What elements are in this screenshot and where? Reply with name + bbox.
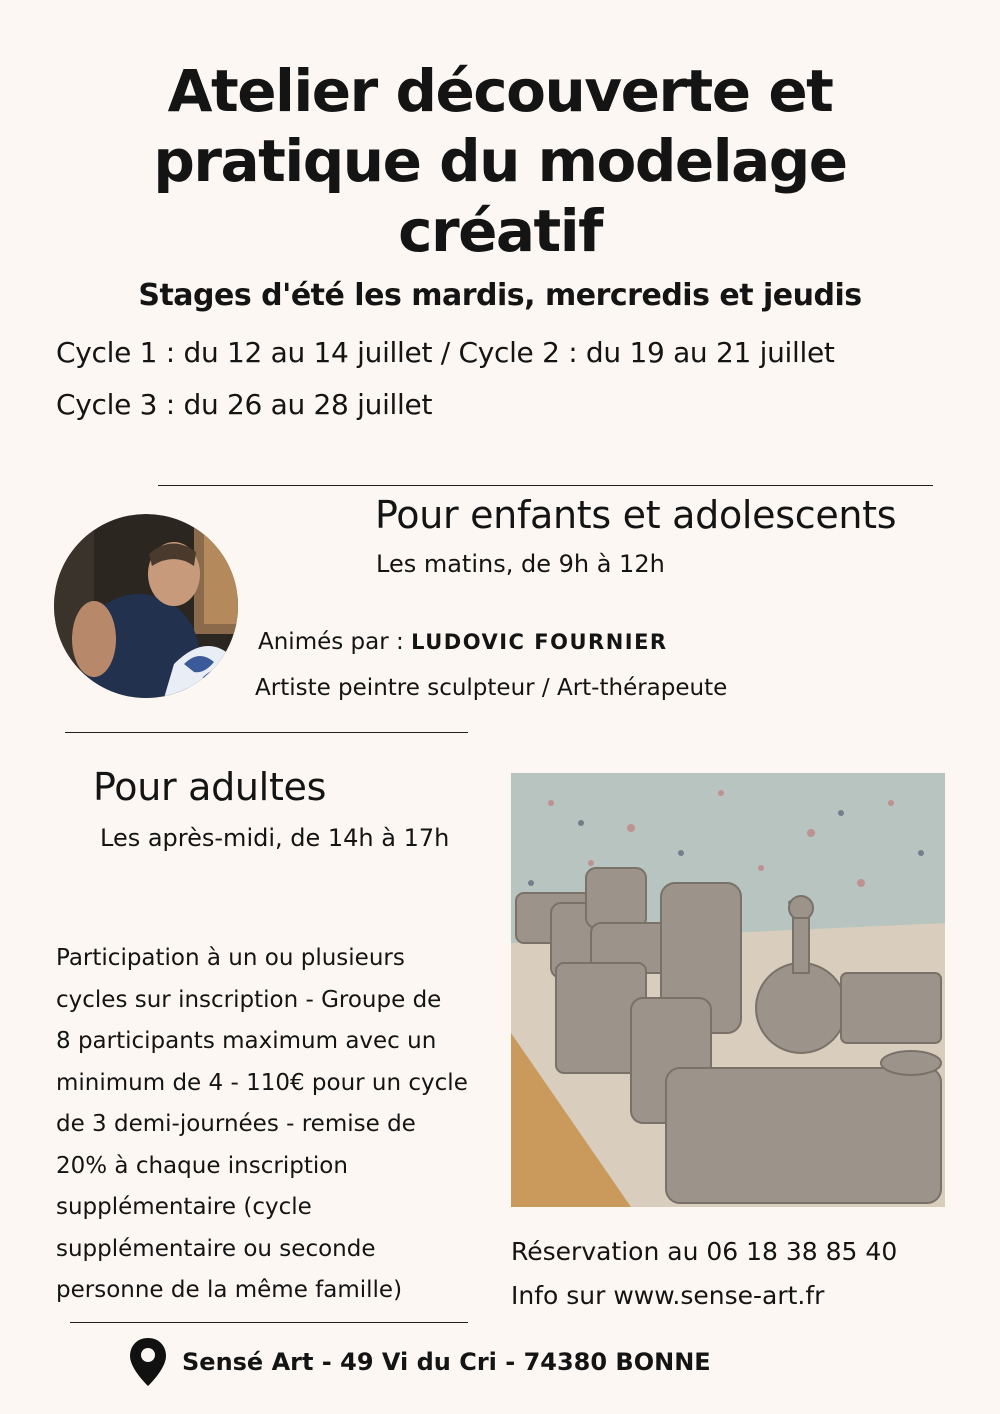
- kids-hours: Les matins, de 9h à 12h: [376, 550, 665, 578]
- location-pin-icon: [128, 1336, 168, 1388]
- info-website: Info sur www.sense-art.fr: [511, 1281, 825, 1310]
- title-line-3: créatif: [398, 197, 602, 265]
- title-line-1: Atelier découverte et: [167, 57, 833, 125]
- participation-line: minimum de 4 - 110€ pour un cycle: [56, 1069, 468, 1096]
- reservation-phone: Réservation au 06 18 38 85 40: [511, 1237, 898, 1266]
- footer-address: Sensé Art - 49 Vi du Cri - 74380 BONNE: [182, 1348, 711, 1376]
- host-role: Artiste peintre sculpteur / Art-thérapeute: [255, 675, 728, 701]
- host-line: [258, 629, 668, 655]
- pottery-photo: [511, 773, 945, 1207]
- kids-heading: Pour enfants et adolescents: [375, 493, 897, 537]
- participation-line: 8 participants maximum avec un: [56, 1028, 437, 1054]
- participation-line: supplémentaire ou seconde: [56, 1235, 376, 1262]
- divider-middle: [65, 732, 468, 733]
- title-line-2: pratique du modelage: [153, 127, 847, 195]
- cycle-line-2: Cycle 3 : du 26 au 28 juillet: [56, 388, 433, 421]
- cycle-line-1: Cycle 1 : du 12 au 14 juillet / Cycle 2 : du 19 au 21 juillet: [56, 336, 835, 369]
- divider-top: [158, 485, 933, 486]
- host-name: LUDOVIC FOURNIER: [411, 630, 668, 654]
- adults-heading: Pour adultes: [93, 765, 327, 809]
- instructor-portrait: [54, 514, 238, 698]
- subtitle: Stages d'été les mardis, mercredis et jeudis: [138, 278, 862, 313]
- page-title: [60, 56, 940, 266]
- divider-bottom: [70, 1322, 468, 1323]
- host-prefix: Animés par :: [258, 629, 412, 655]
- participation-text: [56, 938, 506, 1312]
- participation-line: de 3 demi-journées - remise de: [56, 1111, 416, 1137]
- participation-line: 20% à chaque inscription: [56, 1152, 348, 1179]
- participation-line: personne de la même famille): [56, 1277, 403, 1303]
- participation-line: Participation à un ou plusieurs: [56, 945, 405, 971]
- participation-line: supplémentaire (cycle: [56, 1194, 312, 1220]
- adults-hours: Les après-midi, de 14h à 17h: [100, 824, 450, 852]
- participation-line: cycles sur inscription - Groupe de: [56, 986, 442, 1013]
